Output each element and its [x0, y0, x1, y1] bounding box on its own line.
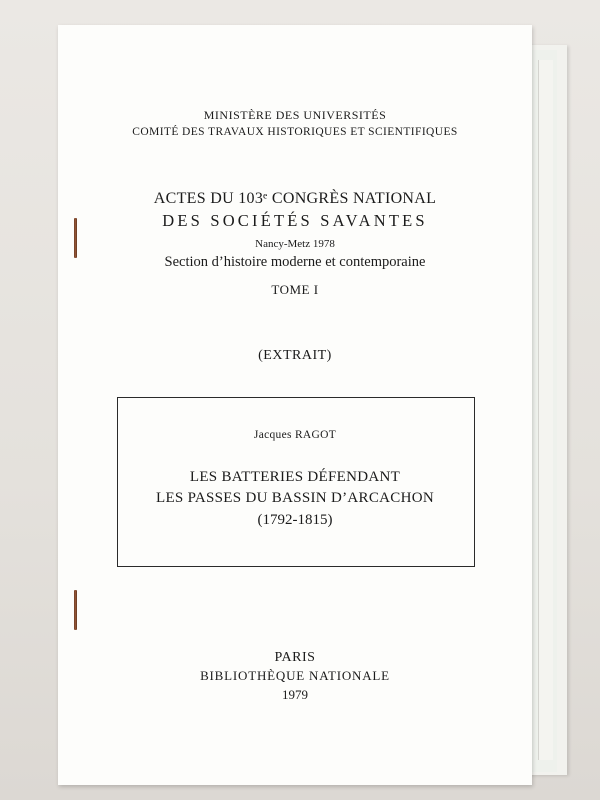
- proceedings-title-line2: DES SOCIÉTÉS SAVANTES: [162, 211, 428, 230]
- section-name: Section d’histoire moderne et contemporaine: [164, 254, 426, 270]
- article-title-line2: LES PASSES DU BASSIN D’ARCACHON: [156, 490, 434, 506]
- article-period: (1792-1815): [257, 512, 333, 528]
- congress-location-date: Nancy-Metz 1978: [255, 238, 335, 250]
- staple: [74, 590, 77, 630]
- stacked-page: [538, 60, 553, 760]
- imprint-city: PARIS: [274, 650, 316, 665]
- volume-label: TOME I: [271, 282, 319, 297]
- ministry-heading: MINISTÈRE DES UNIVERSITÉS: [203, 108, 387, 122]
- imprint-publisher: BIBLIOTHÈQUE NATIONALE: [200, 668, 390, 683]
- article-author: Jacques RAGOT: [253, 429, 337, 441]
- proceedings-title-line1: ACTES DU 103ᵉ CONGRÈS NATIONAL: [153, 190, 437, 207]
- imprint-year: 1979: [282, 687, 308, 702]
- article-title-line1: LES BATTERIES DÉFENDANT: [189, 469, 401, 485]
- extract-label: (EXTRAIT): [258, 348, 332, 363]
- committee-heading: COMITÉ DES TRAVAUX HISTORIQUES ET SCIENTIFIQUES: [132, 126, 458, 138]
